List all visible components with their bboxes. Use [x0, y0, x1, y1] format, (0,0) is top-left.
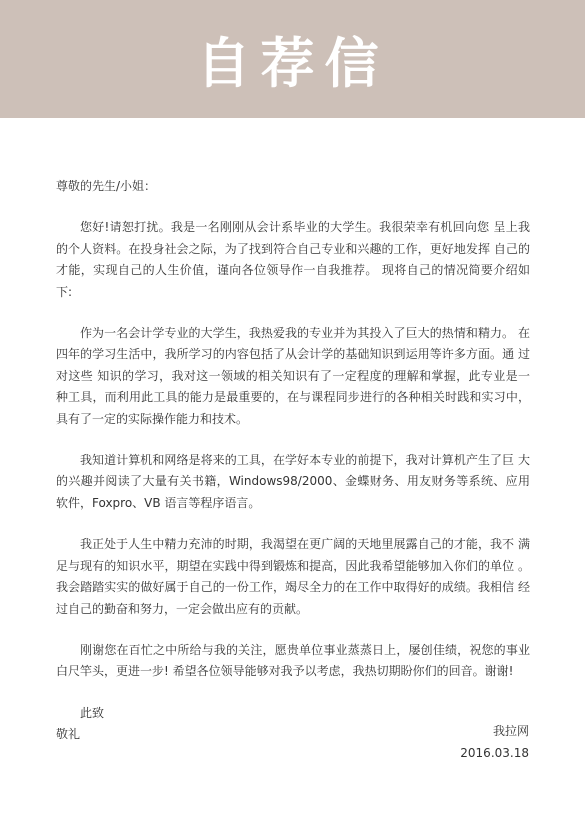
letter-closing-jingli: 敬礼: [56, 727, 81, 742]
header-banner: [0, 0, 585, 118]
page-title: 自荐信: [196, 32, 389, 95]
letter-salutation: 尊敬的先生/小姐：: [56, 179, 157, 193]
letter-date: 2016.03.18: [460, 746, 529, 760]
letter-body: [56, 176, 530, 746]
letter-paragraph-computer-skills: 我知道计算机和网络是将来的工具，在学好本专业的前提下，我对计算机产生了巨 大的兴趣并阅读了大量有关书籍，Windows98/2000、金蝶财务、用友财务等系统、应用 软件，Foxpro、VB 语言等程序语言。: [56, 453, 530, 510]
letter-signature-block: [460, 720, 529, 764]
letter-paragraph-thanks: 刚谢您在百忙之中所给与我的关注，愿贵单位事业蒸蒸日上，屡创佳绩，祝您的事业 白尺竿头，更进一步! 希望各位领导能够对我予以考虑，我热切期盼你们的回音。谢谢!: [56, 642, 530, 679]
letter-paragraph-major: 作为一名会计学专业的大学生，我热爱我的专业并为其投入了巨大的热情和精力。 在四年的学习生活中，我所学习的内容包括了从会计学的基础知识到运用等许多方面。通 过对这些 知识的学习，我对这一领域的相关知识有了一定程度的理解和掌握，此专业是一 种工具，而利用此工具的能力是最重要的，在与课程同步进行的各种相关时践和实习中， 具有了一定的实际操作能力和技术。: [56, 326, 530, 426]
letter-paragraph-aspiration: 我正处于人生中精力充沛的时期，我渴望在更广阔的天地里展露自己的才能，我不 满足与现有的知识水平，期望在实践中得到锻炼和提高，因此我希望能够加入你们的单位 。我会踏踏实实的做好属于自己的一份工作，竭尽全力的在工作中取得好的成绩。我相信 经过自己的勤奋和努力，一定会做出应有的贡献。: [56, 537, 530, 616]
letter-signer: 我拉网: [492, 724, 529, 738]
letter-closing-cizhi: 此致: [80, 705, 105, 720]
letter-paragraph-intro: 您好!请恕打扰。我是一名刚刚从会计系毕业的大学生。我很荣幸有机回向您 呈上我的个人资料。在投身社会之际，为了找到符合自己专业和兴趣的工作，更好地发挥 自己的才能，实现自己的人生价值，谨向各位领导作一自我推荐。 现将自己的情况简要介绍如下:: [56, 220, 530, 299]
